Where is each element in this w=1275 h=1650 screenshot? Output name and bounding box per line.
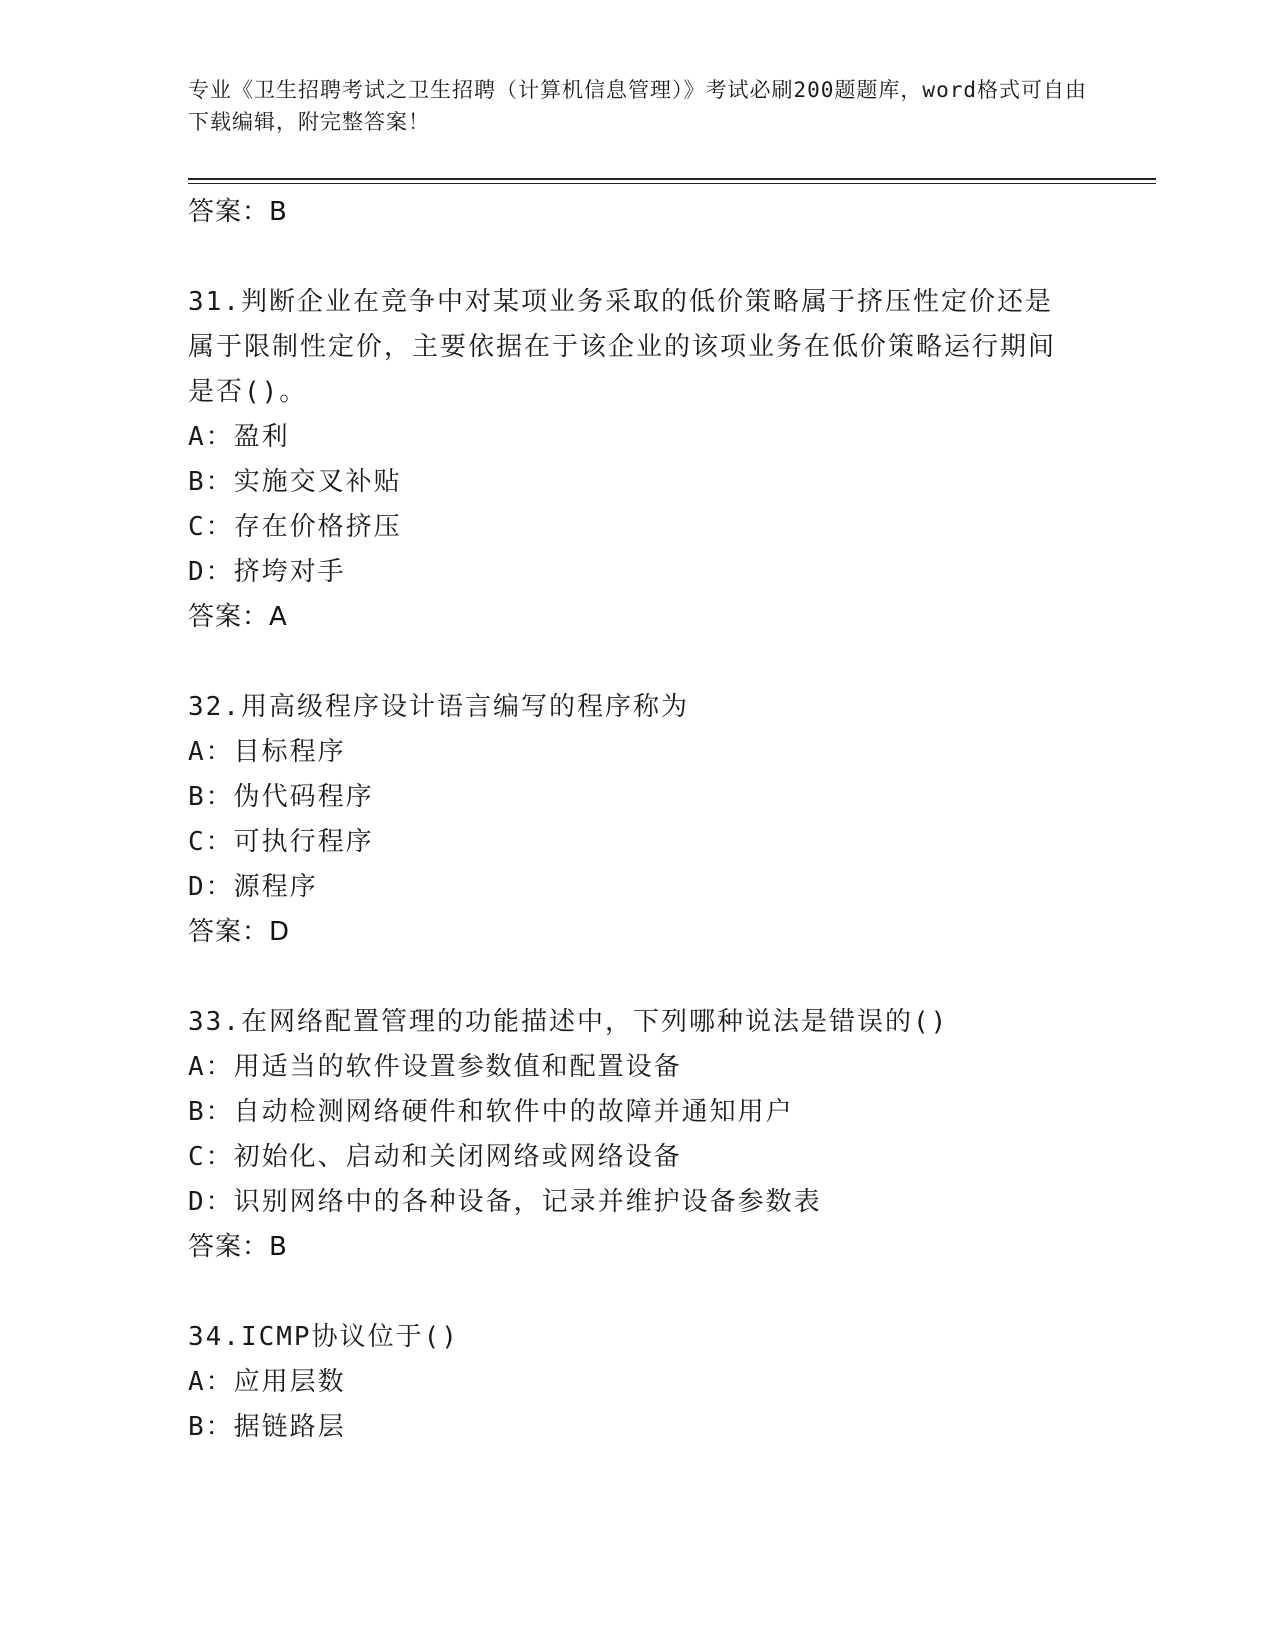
option-c: C：可执行程序 — [188, 827, 374, 857]
answer: 答案：D — [188, 917, 291, 947]
spacer — [188, 639, 1088, 685]
option-d: D：挤垮对手 — [188, 557, 346, 587]
question-stem: 31.判断企业在竞争中对某项业务采取的低价策略属于挤压性定价还是属于限制性定价，主要依据在于该企业的该项业务在低价策略运行期间是否()。 — [188, 287, 1057, 407]
document-header: 专业《卫生招聘考试之卫生招聘（计算机信息管理）》考试必刷200题题库，word格式可自由下载编辑，附完整答案！ — [188, 78, 1087, 134]
spacer — [188, 1269, 1088, 1315]
option-c: C：初始化、启动和关闭网络或网络设备 — [188, 1142, 682, 1172]
answer: 答案：B — [188, 1232, 288, 1262]
option-a: A：目标程序 — [188, 737, 346, 767]
header-rule-thick — [188, 178, 1156, 180]
question-stem: 34.ICMP协议位于() — [188, 1322, 459, 1352]
question-stem: 32.用高级程序设计语言编写的程序称为 — [188, 692, 689, 722]
option-b: B：实施交叉补贴 — [188, 467, 402, 497]
option-d: D：源程序 — [188, 872, 318, 902]
spacer — [188, 234, 1088, 280]
header-rule-thin — [188, 183, 1156, 184]
question-33 — [188, 1000, 1088, 1269]
question-list — [188, 190, 1088, 1450]
question-stem: 33.在网络配置管理的功能描述中，下列哪种说法是错误的() — [188, 1007, 949, 1037]
option-a: A：用适当的软件设置参数值和配置设备 — [188, 1052, 682, 1082]
option-b: B：伪代码程序 — [188, 782, 374, 812]
spacer — [188, 954, 1088, 1000]
option-a: A：应用层数 — [188, 1367, 346, 1397]
option-b: B：自动检测网络硬件和软件中的故障并通知用户 — [188, 1097, 794, 1127]
option-d: D：识别网络中的各种设备，记录并维护设备参数表 — [188, 1187, 822, 1217]
question-34 — [188, 1315, 1088, 1450]
option-b: B：据链路层 — [188, 1412, 346, 1442]
question-32 — [188, 685, 1088, 954]
answer: 答案：A — [188, 602, 288, 632]
question-31 — [188, 280, 1088, 639]
option-a: A：盈利 — [188, 422, 290, 452]
previous-answer: 答案：B — [188, 197, 288, 227]
option-c: C：存在价格挤压 — [188, 512, 402, 542]
